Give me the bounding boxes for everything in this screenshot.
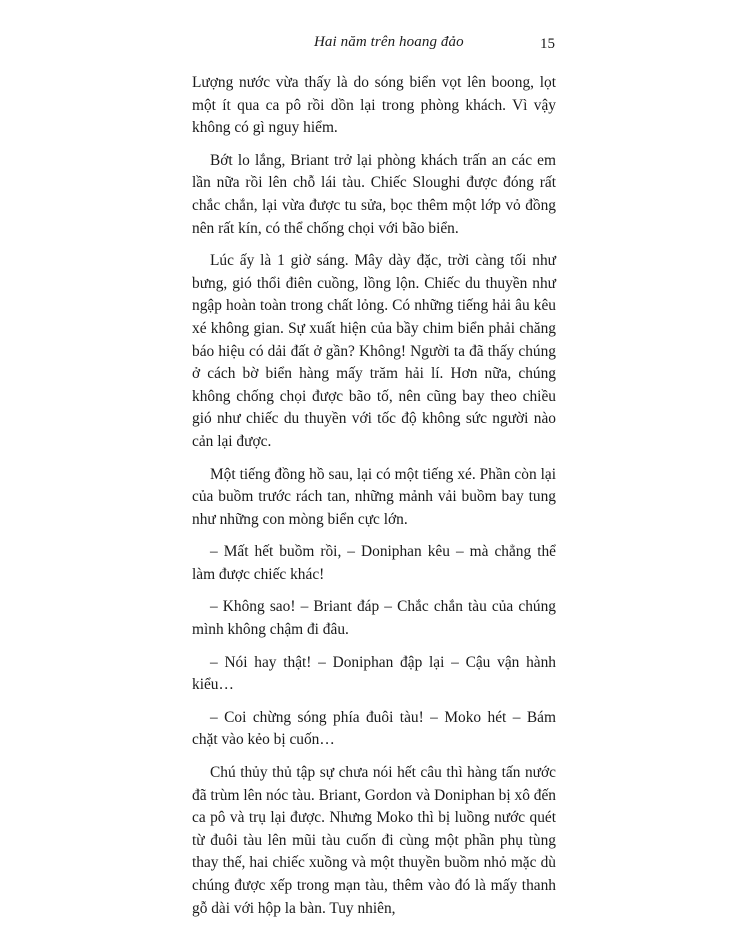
dialogue-line: – Coi chừng sóng phía đuôi tàu! – Moko hét – Bám chặt vào kẻo bị cuốn…: [192, 708, 556, 749]
dialogue-line: – Mất hết buồm rồi, – Doniphan kêu – mà chẳng thể làm được chiếc khác!: [192, 543, 556, 583]
paragraph: Lượng nước vừa thấy là do sóng biển vọt lên boong, lọt một ít qua ca pô rồi dồn lại trong phòng khách. Vì vậy không có gì nguy hiểm.: [192, 74, 556, 137]
running-header: [0, 34, 750, 56]
dialogue-line: – Nói hay thật! – Doniphan đập lại – Cậu vận hành kiểu…: [192, 653, 556, 694]
paragraph: Lúc ấy là 1 giờ sáng. Mây dày đặc, trời càng tối như bưng, gió thổi điên cuồng, lồng lộn. Chiếc du thuyền như ngập hoàn toàn trong chất lỏng. Có những tiếng hải âu kêu xé không gian. Sự xuất hiện của bầy chim biển phải chăng báo hiệu có dải đất ở gần? Không! Người ta đã thấy chúng ở cách bờ biển hàng mấy trăm hải lí. Hơn nữa, chúng không chống chọi được bão tố, nên cũng bay theo chiều gió như chiếc du thuyền với tốc độ không sức người nào cản lại được.: [192, 252, 556, 450]
page-number: 15: [540, 36, 555, 52]
paragraph: Bớt lo lắng, Briant trở lại phòng khách trấn an các em lần nữa rồi lên chỗ lái tàu. Chiếc Sloughi được đóng rất chắc chắn, lại vừa được tu sửa, bọc thêm một lớp vỏ đồng nên rất kín, có thể chống chọi với bão biển.: [192, 151, 556, 237]
running-title: Hai năm trên hoang đảo: [314, 34, 464, 50]
dialogue-line: – Không sao! – Briant đáp – Chắc chắn tàu của chúng mình không chậm đi đâu.: [192, 598, 556, 639]
paragraph: Một tiếng đồng hồ sau, lại có một tiếng xé. Phần còn lại của buồm trước rách tan, những mảnh vải buồm bay tung như những con mòng biển cực lớn.: [192, 465, 556, 528]
body-text: [192, 72, 556, 930]
paragraph: Chú thủy thủ tập sự chưa nói hết câu thì hàng tấn nước đã trùm lên nóc tàu. Briant, Gordon và Doniphan bị xô đến ca pô và trụ lại được. Nhưng Moko thì bị luồng nước quét từ đuôi tàu lên mũi tàu cuốn đi cùng một phần phụ tùng thay thế, hai chiếc xuồng và một thuyền buồm nhỏ mặc dù chúng được xếp trong mạn tàu, thêm vào đó là mấy thanh gỗ dài với hộp la bàn. Tuy nhiên,: [192, 764, 556, 917]
